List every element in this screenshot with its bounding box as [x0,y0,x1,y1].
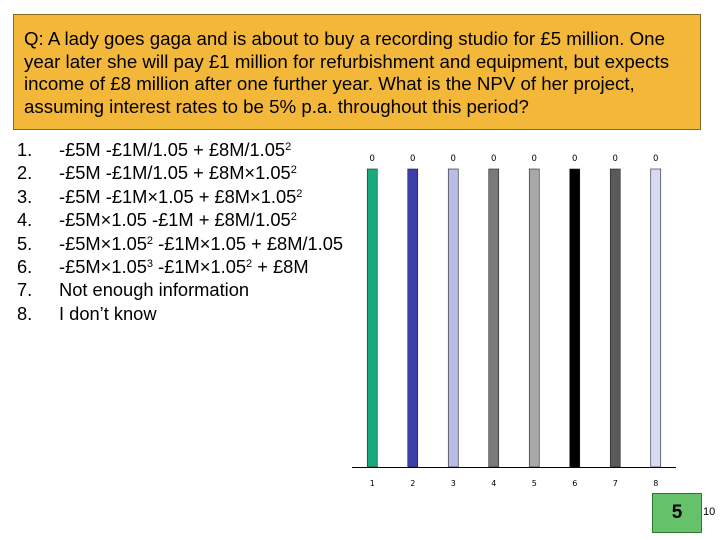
bar-1 [367,169,377,467]
bar-value-label: 0 [572,154,578,164]
category-tick-label: 7 [612,479,618,488]
bar-2 [408,169,418,467]
exponent: 2 [290,211,297,224]
exponent: 2 [285,141,292,153]
bar-5 [529,169,539,467]
bar-value-label: 0 [612,154,618,164]
page-number: 10 [703,506,716,518]
bar-8 [651,169,661,467]
answer-option-text [59,232,352,255]
answer-option-text [59,185,352,208]
answer-option-text-part: -£5M×1.05 [59,256,147,278]
exponent: 2 [146,234,154,247]
answer-option-text [59,255,352,278]
answer-option-2 [17,161,352,184]
response-count-box [652,493,702,533]
answer-options-list [17,138,352,325]
answer-option-number: 4. [17,209,33,231]
answer-option-number: 1. [17,139,33,160]
answer-option-7 [17,278,352,301]
answer-option-number: 3. [17,185,33,207]
answer-option-text-part: -£5M×1.05 -£1M + £8M/1.05 [59,209,291,231]
answer-option-3 [17,185,352,208]
category-tick-label: 3 [450,479,456,488]
answer-option-number: 7. [17,279,33,301]
answer-option-8 [17,302,352,325]
bar-value-label: 0 [410,154,416,164]
bar-value-label: 0 [450,154,456,164]
response-count: 5 [671,502,683,523]
answer-option-text-part: + £8M [252,256,309,278]
exponent: 3 [146,258,154,271]
bar-value-label: 0 [653,154,659,164]
answer-option-6 [17,255,352,278]
category-tick-label: 1 [369,479,375,488]
answer-option-number: 2. [17,162,33,184]
exponent: 2 [296,187,303,200]
exponent: 2 [246,258,253,271]
answer-option-text-part: -£1M×1.05 + £8M/1.05 [153,232,344,254]
answer-option-text-part: -£5M -£1M/1.05 + £8M×1.05 [59,162,291,184]
answer-option-text [59,208,352,231]
answer-option-1 [17,138,352,161]
answer-option-text-part: Not enough information [59,279,250,301]
answer-option-text-part: -£1M×1.05 [153,256,247,278]
answer-option-text [59,138,352,161]
bar-3 [448,169,458,467]
bar-4 [489,169,499,467]
answer-option-text-part: -£5M -£1M×1.05 + £8M×1.05 [59,185,297,207]
bar-value-label: 0 [369,154,375,164]
bar-value-label: 0 [531,154,537,164]
category-tick-label: 4 [491,479,497,488]
bar-6 [570,169,580,467]
question-text: Q: A lady goes gaga and is about to buy a recording studio for £5 million. One year later she will pay £1 million for refurbishment and equipment, but expects income of £8 million after one further year. What is the NPV of her project, assuming interest rates to be 5% p.a. throughout this period? [24,28,670,117]
answer-option-4 [17,208,352,231]
answer-option-text [59,278,352,301]
chart-svg [344,138,684,494]
answer-option-number: 5. [17,232,33,254]
category-tick-label: 5 [531,479,537,488]
answer-option-text-part: I don’t know [59,302,157,324]
answer-option-text-part: -£5M×1.05 [59,232,147,254]
answer-option-text-part: -£5M -£1M/1.05 + £8M/1.05 [59,139,286,160]
answer-option-5 [17,232,352,255]
answer-option-number: 8. [17,302,33,324]
exponent: 2 [290,164,297,177]
category-tick-label: 2 [410,479,416,488]
answer-option-number: 6. [17,256,33,278]
response-bar-chart [344,138,684,494]
bar-value-label: 0 [491,154,497,164]
answer-option-text [59,302,352,325]
answer-option-text [59,161,352,184]
question-box [13,14,701,130]
category-tick-label: 6 [572,479,578,488]
category-tick-label: 8 [653,479,659,488]
bar-7 [610,169,620,467]
